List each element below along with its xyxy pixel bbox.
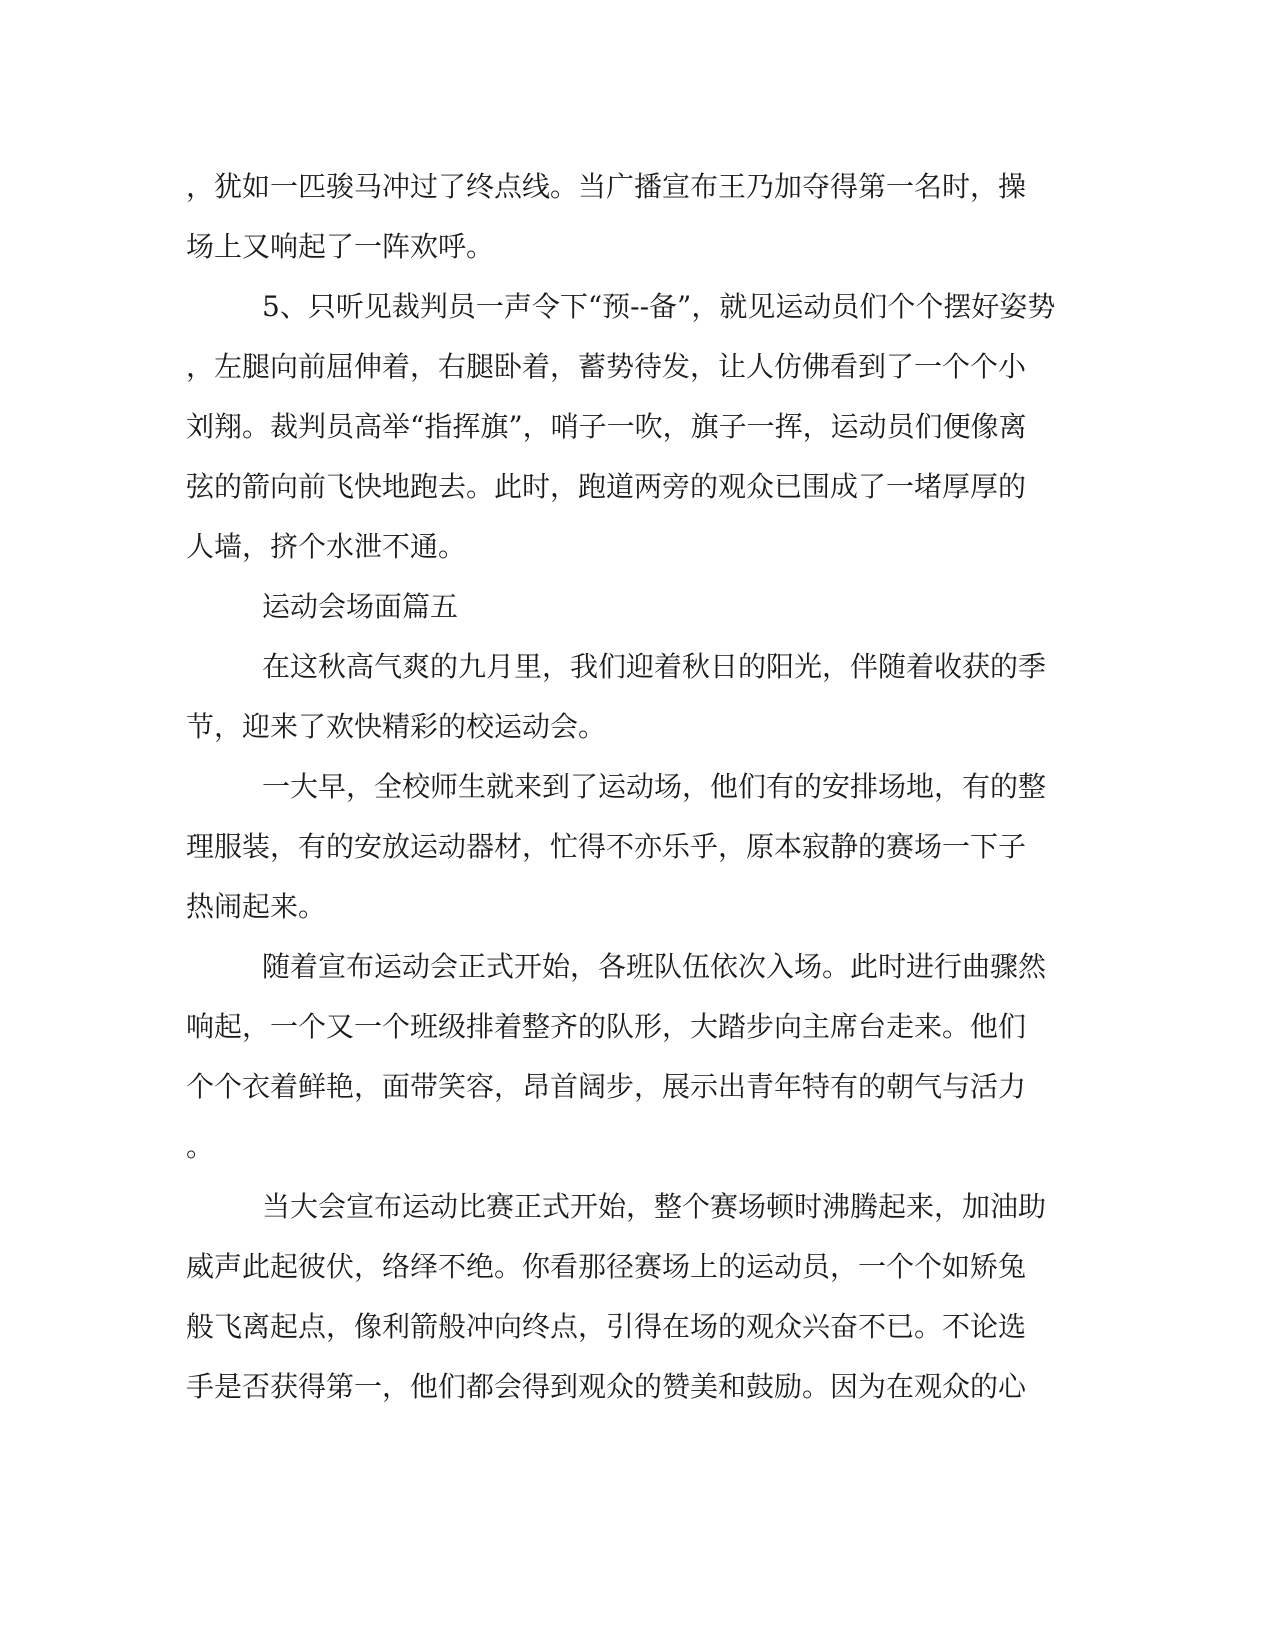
text-line: 在这秋高气爽的九月里，我们迎着秋日的阳光，伴随着收获的季: [262, 650, 1047, 683]
text-line: ，左腿向前屈伸着，右腿卧着，蓄势待发，让人仿佛看到了一个个小: [186, 350, 1027, 383]
text-line: 理服装，有的安放运动器材，忙得不亦乐乎，原本寂静的赛场一下子: [186, 830, 1027, 863]
document-body: [186, 157, 1086, 1417]
text-line: 响起，一个又一个班级排着整齐的队形，大踏步向主席台走来。他们: [186, 1010, 1027, 1043]
text-line: 。: [186, 1130, 215, 1163]
text-line: 5、只听见裁判员一声令下“预--备”，就见运动员们个个摆好姿势: [262, 290, 1056, 323]
text-line: 刘翔。裁判员高举“指挥旗”，哨子一吹，旗子一挥，运动员们便像离: [186, 410, 1027, 443]
text-line: 随着宣布运动会正式开始，各班队伍依次入场。此时进行曲骤然: [262, 950, 1047, 983]
text-line: 威声此起彼伏，络绎不绝。你看那径赛场上的运动员，一个个如矫兔: [186, 1250, 1027, 1283]
text-line: 当大会宣布运动比赛正式开始，整个赛场顿时沸腾起来，加油助: [262, 1190, 1047, 1223]
text-line: 一大早，全校师生就来到了运动场，他们有的安排场地，有的整: [262, 770, 1047, 803]
text-line: 热闹起来。: [186, 890, 327, 923]
text-line: 弦的箭向前飞快地跑去。此时，跑道两旁的观众已围成了一堵厚厚的: [186, 470, 1027, 503]
text-line: 人墙，挤个水泄不通。: [186, 530, 467, 563]
text-line: 个个衣着鲜艳，面带笑容，昂首阔步，展示出青年特有的朝气与活力: [186, 1070, 1027, 1103]
text-line: 般飞离起点，像利箭般冲向终点，引得在场的观众兴奋不已。不论选: [186, 1310, 1027, 1343]
text-line: 场上又响起了一阵欢呼。: [186, 230, 495, 263]
text-line: 节，迎来了欢快精彩的校运动会。: [186, 710, 607, 743]
text-line: 手是否获得第一，他们都会得到观众的赞美和鼓励。因为在观众的心: [186, 1370, 1027, 1403]
section-heading: 运动会场面篇五: [262, 590, 459, 623]
text-line: ，犹如一匹骏马冲过了终点线。当广播宣布王乃加夺得第一名时，操: [186, 170, 1027, 203]
